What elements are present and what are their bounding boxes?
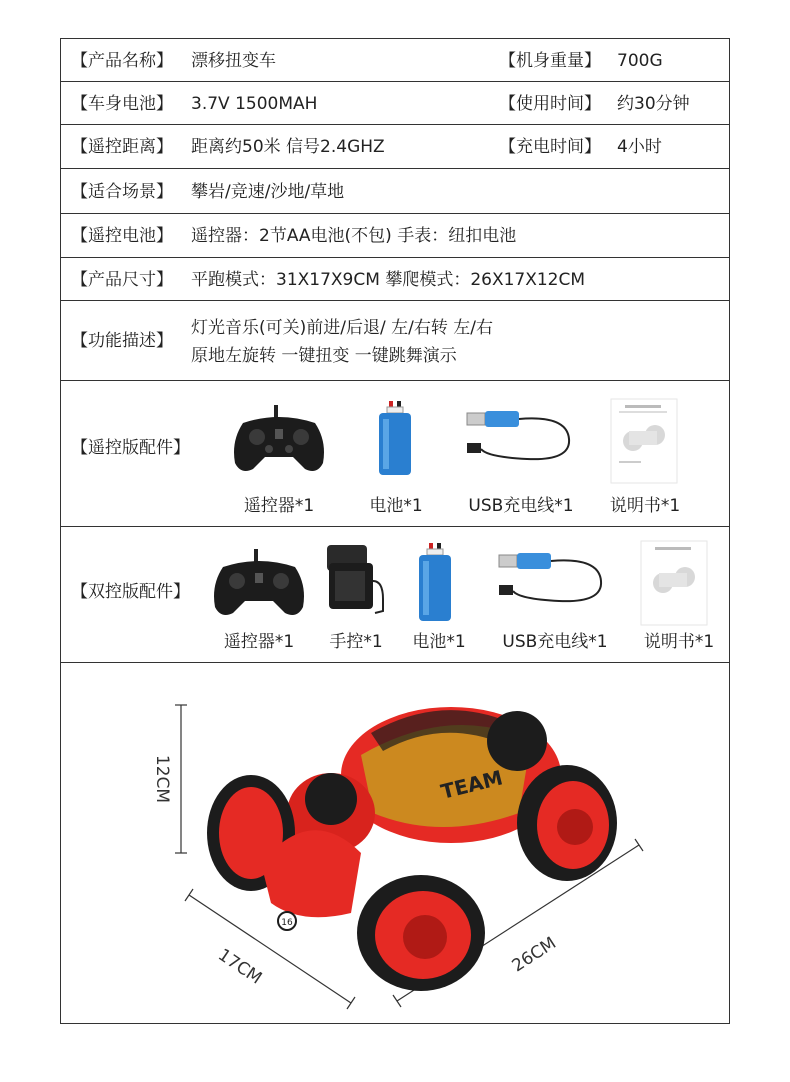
usb-cable-icon <box>457 405 587 475</box>
spec-row-scene <box>61 169 729 214</box>
controller-icon <box>229 401 329 481</box>
size-label: 【产品尺寸】 <box>71 270 173 290</box>
dual-item-label-2: 电池*1 <box>412 632 466 652</box>
dual-item-label-1: 手控*1 <box>329 632 383 652</box>
range-label: 【遥控距离】 <box>71 137 173 157</box>
spec-row-function <box>61 301 729 381</box>
size-value: 平跑模式：31X17X9CM 攀爬模式：26X17X12CM <box>191 270 586 290</box>
usb-cable-icon <box>489 547 619 617</box>
width-dimension: 17CM <box>214 945 266 989</box>
name-value: 漂移扭变车 <box>191 51 276 71</box>
function-label: 【功能描述】 <box>71 331 173 351</box>
car-badge: TEAM <box>438 765 506 804</box>
charge-value: 4小时 <box>617 137 662 157</box>
wheel-number: 16 <box>281 918 293 928</box>
spec-row-remote-battery <box>61 214 729 258</box>
remote-item-label-3: 说明书*1 <box>609 496 681 516</box>
product-illustration <box>61 663 729 1023</box>
battery-icon <box>365 399 425 479</box>
dual-item-label-0: 遥控器*1 <box>223 632 295 652</box>
remote-item-label-0: 遥控器*1 <box>243 496 315 516</box>
spec-row-range <box>61 125 729 169</box>
hand-controller-icon <box>319 541 399 621</box>
charge-label: 【充电时间】 <box>499 137 601 157</box>
dual-version-accessories <box>61 527 729 663</box>
dual-item-label-3: USB充电线*1 <box>502 632 608 652</box>
function-line-2: 原地左旋转 一键扭变 一键跳舞演示 <box>191 346 457 366</box>
range-value: 距离约50米 信号2.4GHZ <box>191 137 385 157</box>
weight-value: 700G <box>617 51 663 71</box>
battery-label: 【车身电池】 <box>71 94 173 114</box>
manual-icon <box>609 397 679 485</box>
remote-battery-label: 【遥控电池】 <box>71 226 173 246</box>
remote-version-accessories <box>61 381 729 527</box>
battery-icon <box>411 541 461 625</box>
length-dimension: 26CM <box>508 933 560 977</box>
usetime-value: 约30分钟 <box>617 94 690 114</box>
spec-row-battery <box>61 82 729 125</box>
dual-item-label-4: 说明书*1 <box>643 632 715 652</box>
remote-version-label: 【遥控版配件】 <box>71 438 190 458</box>
manual-icon <box>639 539 709 627</box>
product-image-area <box>61 663 729 1023</box>
function-line-1: 灯光音乐(可关)前进/后退/ 左/右转 左/右 <box>191 318 493 338</box>
remote-item-label-1: 电池*1 <box>369 496 423 516</box>
remote-battery-value: 遥控器：2节AA电池(不包) 手表：纽扣电池 <box>191 226 517 246</box>
scene-value: 攀岩/竞速/沙地/草地 <box>191 182 345 202</box>
scene-label: 【适合场景】 <box>71 182 173 202</box>
spec-sheet <box>60 38 730 1024</box>
spec-row-size <box>61 258 729 301</box>
remote-item-label-2: USB充电线*1 <box>468 496 574 516</box>
spec-row-name <box>61 39 729 82</box>
dual-version-label: 【双控版配件】 <box>71 582 190 602</box>
height-dimension: 12CM <box>152 754 172 804</box>
weight-label: 【机身重量】 <box>499 51 601 71</box>
name-label: 【产品名称】 <box>71 51 173 71</box>
battery-value: 3.7V 1500MAH <box>191 94 318 114</box>
controller-icon <box>209 545 309 625</box>
usetime-label: 【使用时间】 <box>499 94 601 114</box>
